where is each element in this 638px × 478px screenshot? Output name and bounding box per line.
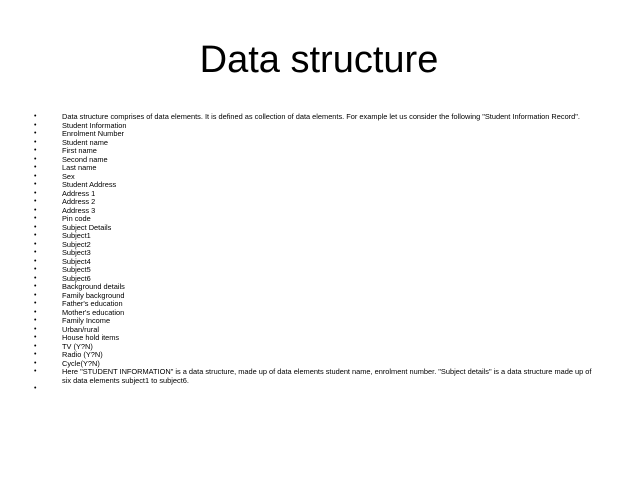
bullet-text: Subject Details — [62, 222, 112, 232]
bullet-item — [34, 258, 594, 267]
bullet-item — [34, 224, 594, 233]
bullet-dot-icon: • — [34, 342, 37, 350]
bullet-text: Subject3 — [62, 248, 91, 257]
bullet-dot-icon: • — [34, 351, 37, 358]
bullet-text: Address 2 — [62, 197, 96, 206]
bullet-dot-icon: • — [34, 359, 37, 367]
bullet-dot-icon: • — [34, 232, 37, 239]
bullet-item — [34, 215, 594, 224]
bullet-dot-icon: • — [34, 325, 37, 333]
bullet-item — [34, 351, 594, 360]
bullet-dot-icon: • — [34, 240, 37, 248]
bullet-dot-icon: • — [34, 130, 37, 137]
bullet-text — [62, 385, 594, 394]
bullet-text: Mother's education — [62, 307, 125, 317]
bullet-dot-icon: • — [34, 223, 37, 231]
bullet-text: Radio (Y?N) — [62, 350, 103, 359]
bullet-text: Student Address — [62, 180, 117, 189]
bullet-item — [34, 266, 594, 275]
bullet-dot-icon: • — [34, 283, 37, 290]
bullet-dot-icon: • — [34, 334, 37, 341]
bullet-dot-icon: • — [34, 215, 37, 222]
bullet-text: First name — [62, 146, 97, 155]
bullet-item — [34, 173, 594, 182]
bullet-text: Enrolment Number — [62, 129, 125, 138]
bullet-dot-icon: • — [34, 155, 37, 163]
bullet-item — [34, 130, 594, 139]
bullet-text: Sex — [62, 171, 75, 181]
bullet-text: Family Income — [62, 316, 111, 325]
bullet-dot-icon: • — [34, 113, 37, 120]
bullet-text: Subject5 — [62, 265, 91, 274]
bullet-dot-icon: • — [34, 291, 37, 299]
bullet-item — [34, 198, 594, 207]
bullet-dot-icon: • — [34, 257, 37, 265]
bullet-dot-icon: • — [34, 147, 37, 154]
bullet-item — [34, 181, 594, 190]
bullet-item — [34, 232, 594, 241]
bullet-dot-icon: • — [34, 189, 37, 197]
bullet-item — [34, 156, 594, 165]
bullet-item — [34, 368, 594, 385]
bullet-item — [34, 241, 594, 250]
bullet-item — [34, 190, 594, 199]
bullet-dot-icon: • — [34, 300, 37, 307]
bullet-text: Background details — [62, 282, 125, 291]
bullet-dot-icon: • — [34, 385, 37, 392]
bullet-text: Last name — [62, 163, 97, 172]
bullet-item — [34, 249, 594, 258]
bullet-dot-icon: • — [34, 198, 37, 205]
bullet-text: Subject4 — [62, 256, 91, 266]
bullet-text: Father's education — [62, 299, 123, 308]
bullet-text: House hold items — [62, 333, 120, 342]
bullet-item — [34, 317, 594, 326]
bullet-text: TV (Y?N) — [62, 341, 93, 351]
bullet-dot-icon: • — [34, 164, 37, 171]
bullet-dot-icon: • — [34, 368, 37, 375]
bullet-dot-icon: • — [34, 266, 37, 273]
bullet-dot-icon: • — [34, 172, 37, 180]
bullet-dot-icon: • — [34, 206, 37, 214]
bullet-text: Urban/rural — [62, 324, 99, 334]
bullet-item — [34, 139, 594, 148]
bullet-item — [34, 147, 594, 156]
slide-title: Data structure — [199, 39, 439, 81]
bullet-dot-icon: • — [34, 308, 37, 316]
bullet-text: Subject2 — [62, 239, 91, 249]
bullet-item — [34, 334, 594, 343]
bullet-item — [34, 207, 594, 216]
bullet-dot-icon: • — [34, 121, 37, 129]
bullet-dot-icon: • — [34, 138, 37, 146]
bullet-dot-icon: • — [34, 274, 37, 282]
bullet-text: Subject1 — [62, 231, 91, 240]
bullet-text: Student Information — [62, 120, 127, 130]
bullet-text: Address 1 — [62, 188, 96, 198]
bullet-item — [34, 385, 594, 394]
bullet-dot-icon: • — [34, 249, 37, 256]
bullet-text: Subject6 — [62, 273, 91, 283]
bullet-list — [34, 113, 594, 394]
bullet-dot-icon: • — [34, 181, 37, 188]
bullet-text: Family background — [62, 290, 125, 300]
bullet-text: Address 3 — [62, 205, 96, 215]
bullet-text: Here "STUDENT INFORMATION" is a data structure, made up of data elements student name, enrolment number. "Subject details" is a data structure made up of six data elements subject1 to subject6. — [62, 367, 592, 385]
bullet-text: Second name — [62, 154, 108, 164]
bullet-text: Student name — [62, 137, 109, 147]
bullet-text: Pin code — [62, 214, 91, 223]
bullet-item — [34, 164, 594, 173]
bullet-text: Cycle(Y?N) — [62, 358, 100, 368]
bullet-dot-icon: • — [34, 317, 37, 324]
bullet-item — [34, 309, 594, 318]
bullet-text: Data structure comprises of data elements. It is defined as collection of data elements. For example let us consider the following "Student Information Record". — [62, 112, 580, 121]
bullet-item — [34, 343, 594, 352]
